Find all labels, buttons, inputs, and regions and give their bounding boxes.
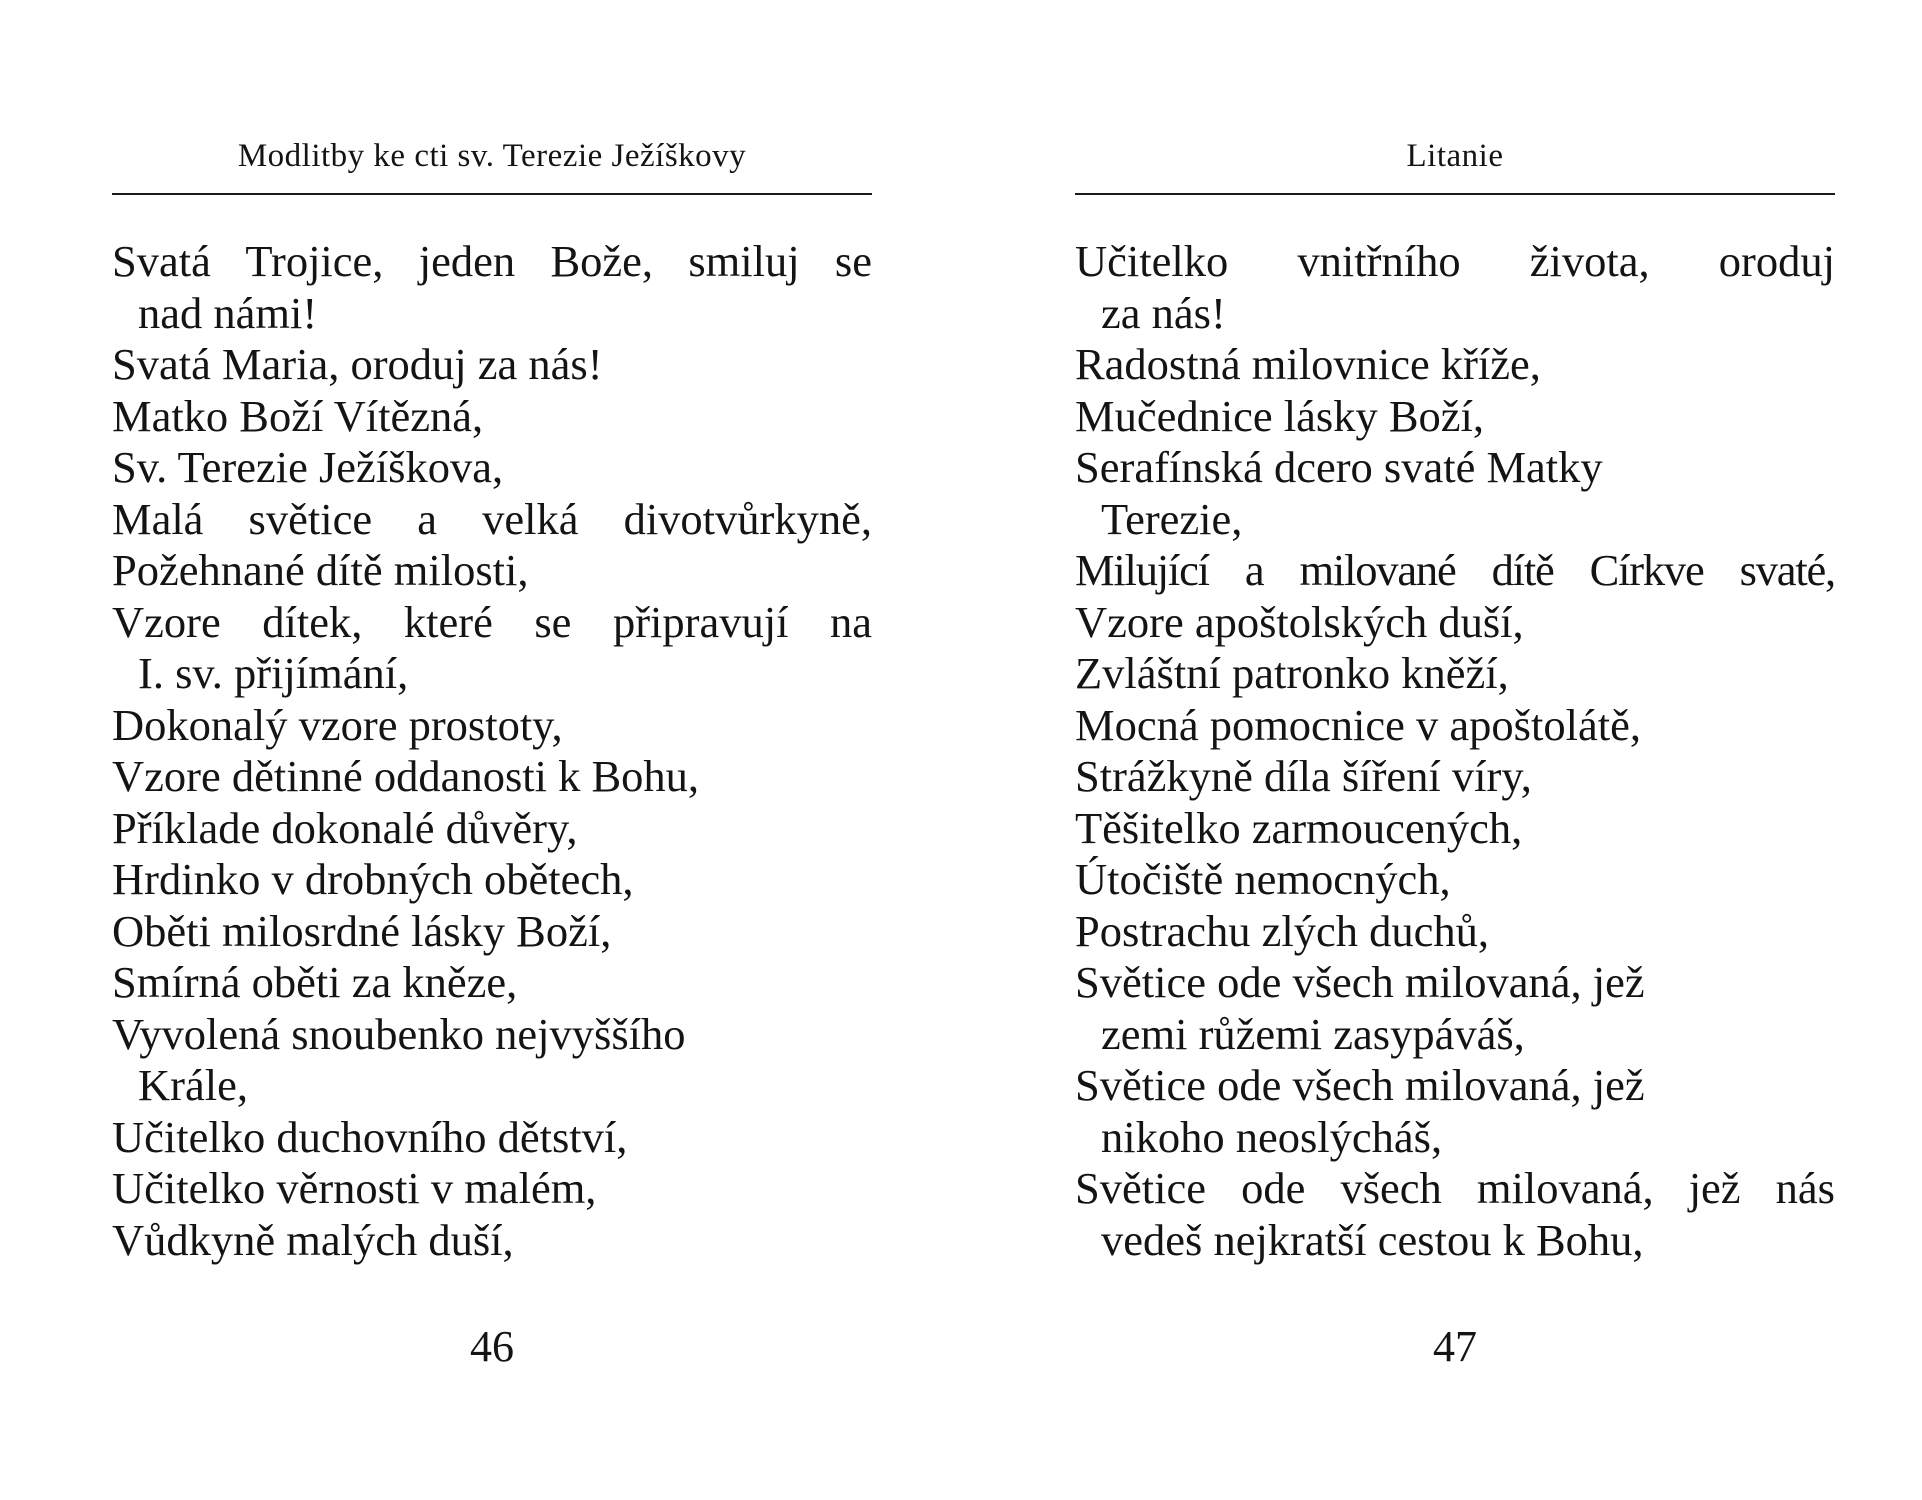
text-line: Požehnané dítě milosti, — [112, 545, 529, 595]
text-line: Vyvolená snoubenko nejvyššího — [112, 1008, 686, 1059]
text-line: Mučednice lásky Boží, — [1075, 390, 1485, 441]
text-line: Dokonalý vzore prostoty, — [112, 699, 563, 750]
text-line: Učitelko vnitřního života, oroduj — [1075, 236, 1835, 286]
text-line: Smírná oběti za kněze, — [112, 957, 518, 1007]
text-line: Učitelko duchovního dětství, — [112, 1111, 628, 1162]
text-line: Terezie, — [1101, 493, 1243, 544]
text-line: Světice ode všech milovaná, jež — [1075, 957, 1645, 1007]
page-number-right: 47 — [1433, 1322, 1477, 1371]
text-line: Útočiště nemocných, — [1075, 854, 1451, 904]
text-line: nad námi! — [138, 287, 318, 338]
text-line: Svatá Trojice, jeden Bože, smiluj se — [112, 236, 872, 286]
text-line: za nás! — [1101, 287, 1226, 338]
text-line: Radostná milovnice kříže, — [1075, 339, 1541, 389]
text-line: Strážkyně díla šíření víry, — [1075, 751, 1532, 801]
text-line: Postrachu zlých duchů, — [1075, 905, 1489, 956]
text-line: I. sv. přijímání, — [138, 648, 409, 698]
text-line: Světice ode všech milovaná, jež nás — [1075, 1163, 1835, 1213]
left-page — [112, 0, 872, 1500]
text-line: Světice ode všech milovaná, jež — [1075, 1060, 1645, 1110]
text-line: Krále, — [138, 1060, 248, 1110]
running-head-left: Modlitby ke cti sv. Terezie Ježíškovy — [237, 138, 747, 174]
litany-text-right — [1075, 236, 1835, 1266]
text-line: Zvláštní patronko kněží, — [1075, 648, 1509, 698]
text-line: Mocná pomocnice v apoštolátě, — [1075, 699, 1641, 750]
text-line: Oběti milosrdné lásky Boží, — [112, 905, 612, 956]
running-head-right: Litanie — [1406, 138, 1504, 174]
text-line: zemi růžemi zasypáváš, — [1101, 1008, 1525, 1059]
right-page — [1075, 0, 1835, 1500]
text-line: Matko Boží Vítězná, — [112, 390, 484, 441]
text-line: Vzore apoštolských duší, — [1075, 596, 1524, 647]
text-line: Učitelko věrnosti v malém, — [112, 1163, 597, 1213]
text-line: Milující a milované dítě Církve svaté, — [1075, 545, 1835, 595]
text-line: Vzore dětinné oddanosti k Bohu, — [112, 751, 700, 801]
header-rule-right — [1075, 193, 1835, 195]
text-line: nikoho neoslýcháš, — [1101, 1111, 1443, 1162]
litany-text-left — [112, 236, 872, 1266]
text-line: Příklade dokonalé důvěry, — [112, 802, 578, 853]
text-line: vedeš nejkratší cestou k Bohu, — [1101, 1214, 1644, 1265]
text-line: Svatá Maria, oroduj za nás! — [112, 339, 603, 389]
text-line: Vzore dítek, které se připravují na — [112, 596, 872, 647]
text-line: Vůdkyně malých duší, — [112, 1214, 514, 1265]
text-line: Hrdinko v drobných obětech, — [112, 854, 634, 904]
page-number-left: 46 — [470, 1322, 514, 1371]
text-line: Těšitelko zarmoucených, — [1075, 802, 1523, 853]
header-rule-left — [112, 193, 872, 195]
text-line: Malá světice a velká divotvůrkyně, — [112, 493, 872, 544]
text-line: Sv. Terezie Ježíškova, — [112, 442, 504, 492]
text-line: Serafínská dcero svaté Matky — [1075, 442, 1603, 492]
